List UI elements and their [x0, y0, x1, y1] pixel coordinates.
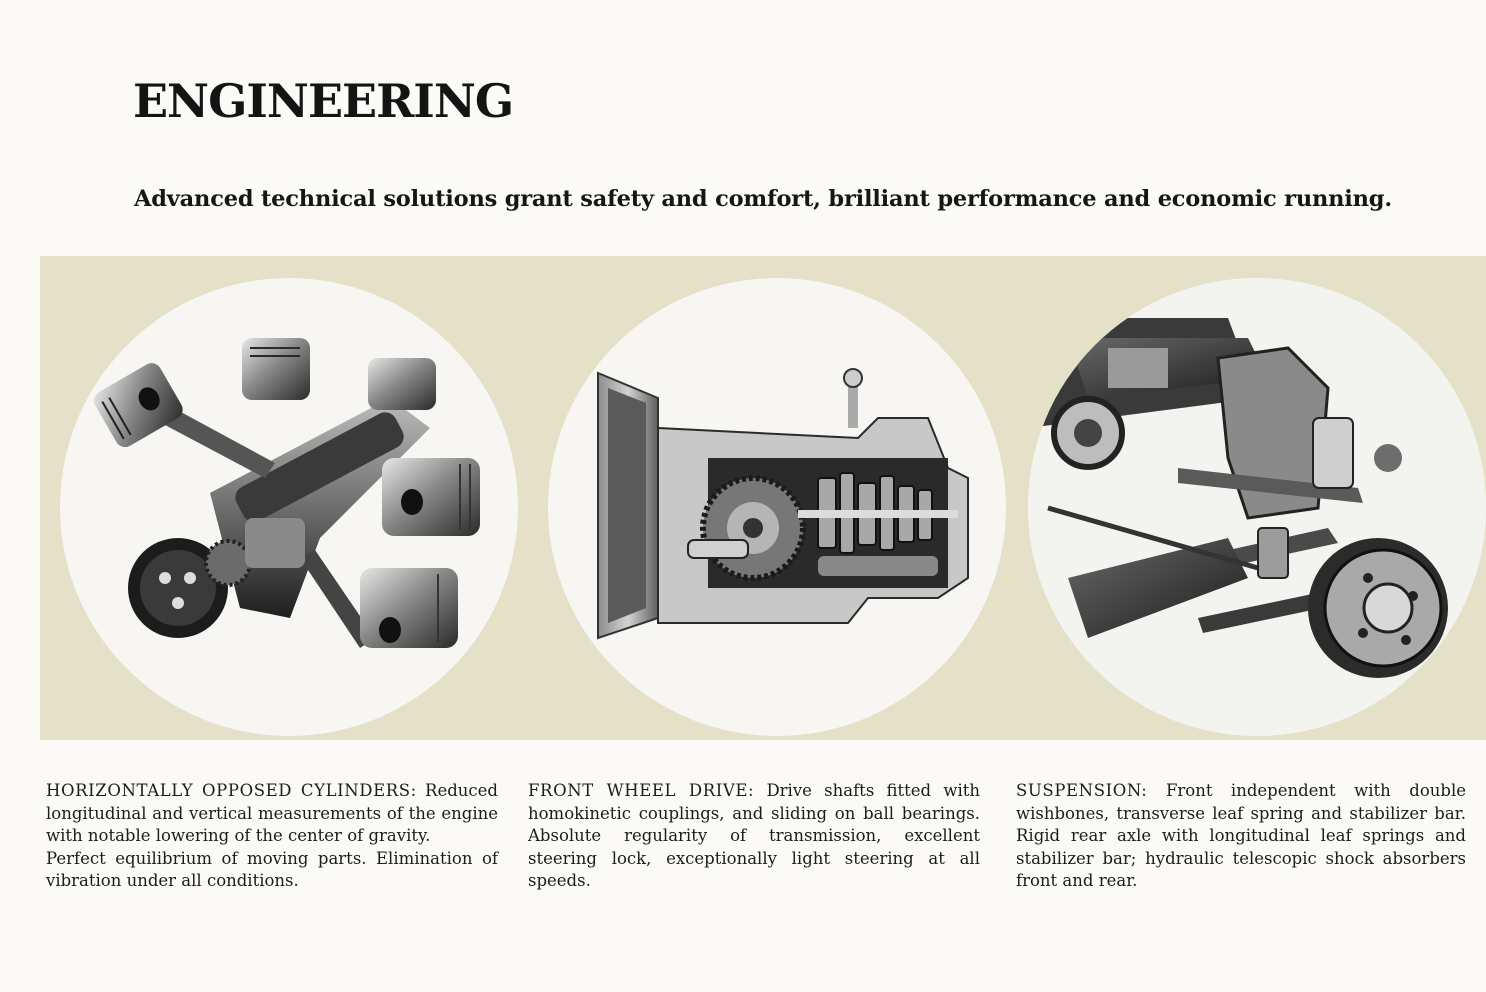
front-suspension-photo-icon: [1028, 278, 1486, 736]
caption-heading: HORIZONTALLY OPPOSED CYLINDERS:: [46, 781, 417, 800]
caption-heading: SUSPENSION:: [1016, 781, 1148, 800]
gearbox-photo: [548, 278, 1006, 736]
caption-suspension: [1016, 780, 1466, 893]
caption-front-wheel-drive: [528, 780, 980, 893]
page-title: ENGINEERING: [133, 74, 514, 128]
page-subtitle: Advanced technical solutions grant safety and comfort, brilliant performance and economic running.: [134, 186, 1392, 212]
gearbox-transmission-photo-icon: [548, 278, 1006, 736]
photo-band: [40, 256, 1486, 740]
caption-body-2: Perfect equilibrium of moving parts. Elimination of vibration under all conditions.: [46, 848, 498, 890]
engine-photo: [60, 278, 518, 736]
caption-body: Front independent with double wishbones, transverse leaf spring and stabilizer bar. Rigid rear axle with longitudinal leaf springs and stabilizer bar; hydraulic telescopic shock absorbers front and rear.: [1016, 781, 1466, 890]
caption-body: Drive shafts fitted with homokinetic couplings, and sliding on ball bearings. Absolute regularity of transmission, excellent steering lock, exceptionally light steering at all speeds.: [528, 781, 981, 890]
suspension-photo: [1028, 278, 1486, 736]
caption-engine: [46, 780, 498, 893]
caption-heading: FRONT WHEEL DRIVE:: [528, 781, 755, 800]
caption-body: Reduced longitudinal and vertical measurements of the engine with notable lowering of the center of gravity.: [46, 781, 498, 845]
engine-cylinders-photo-icon: [60, 278, 518, 736]
